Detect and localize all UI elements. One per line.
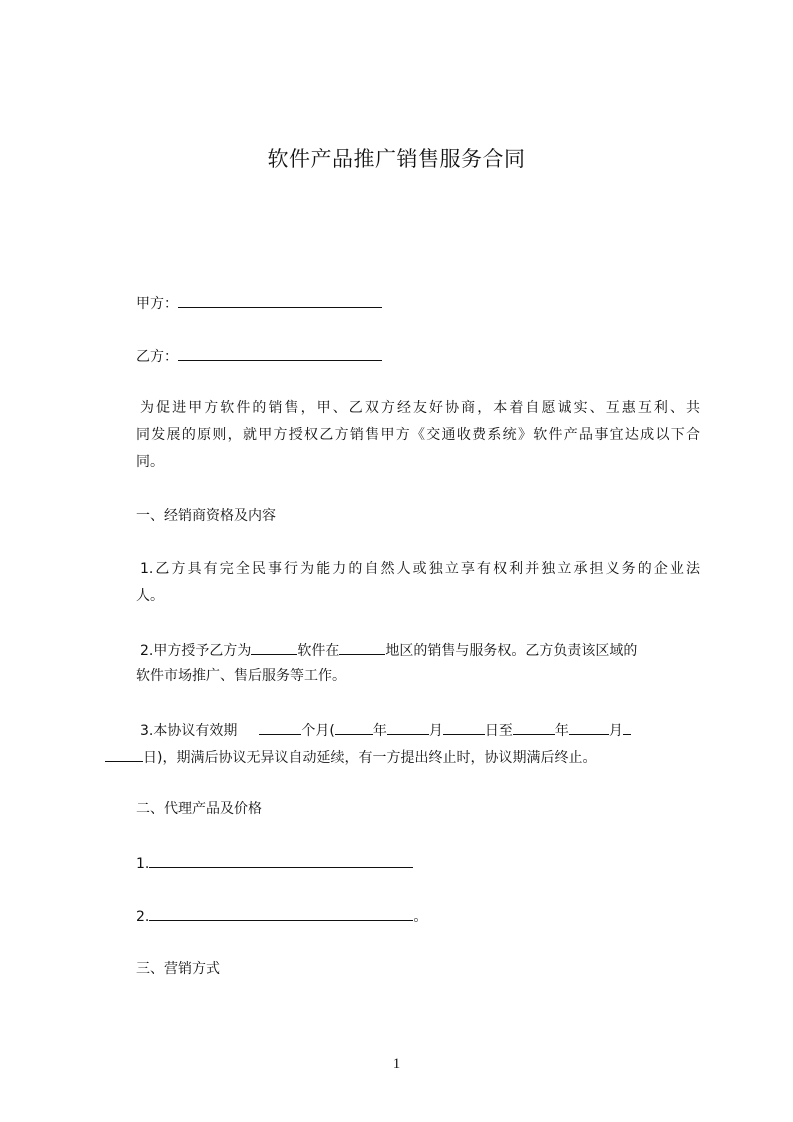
section2-item2-label: 2. bbox=[136, 909, 150, 925]
item3-line2-end: 日)，期满后协议无异议自动延续，有一方提出终止时，协议期满后终止。 bbox=[143, 750, 597, 766]
section3-heading: 三、营销方式 bbox=[136, 961, 220, 977]
page-number: 1 bbox=[392, 1056, 401, 1072]
item3-month2: 月 bbox=[608, 723, 623, 739]
section1-item2-line2: 软件市场推广、售后服务等工作。 bbox=[136, 668, 346, 684]
product1-blank bbox=[149, 853, 413, 868]
item3-day-to: 日至 bbox=[484, 723, 513, 739]
start-year-blank bbox=[335, 720, 373, 735]
document-title: 软件产品推广销售服务合同 bbox=[267, 147, 526, 171]
section2-item2 bbox=[136, 906, 427, 926]
party-b-label: 乙方： bbox=[136, 349, 178, 365]
section1-item1-line2: 人。 bbox=[136, 588, 164, 604]
item3-month: 月 bbox=[428, 723, 443, 739]
section2-item1-label: 1. bbox=[136, 856, 150, 872]
section1-heading: 一、经销商资格及内容 bbox=[136, 508, 276, 524]
end-day-blank bbox=[105, 747, 143, 762]
section1-item2-line1 bbox=[140, 640, 637, 660]
item3-year: 年 bbox=[372, 723, 387, 739]
section1-item3-line1 bbox=[140, 720, 631, 740]
item3-year2: 年 bbox=[554, 723, 569, 739]
end-year-blank bbox=[513, 720, 555, 735]
item2-part3: 地区的销售与服务权。乙方负责该区域的 bbox=[385, 643, 638, 659]
party-a-label: 甲方： bbox=[136, 296, 178, 312]
software-blank bbox=[251, 640, 297, 655]
start-month-blank bbox=[387, 720, 429, 735]
party-b-blank bbox=[178, 346, 382, 361]
intro-line-3: 同。 bbox=[136, 454, 164, 470]
end-day-blank-start bbox=[623, 720, 631, 735]
region-blank bbox=[339, 640, 385, 655]
item3-part2: 个月( bbox=[301, 723, 335, 739]
party-a-blank bbox=[178, 293, 382, 308]
intro-line-2: 同发展的原则，就甲方授权乙方销售甲方《交通收费系统》软件产品事宜达成以下合 bbox=[136, 427, 700, 443]
end-month-blank bbox=[569, 720, 609, 735]
item2-part1: 2.甲方授予乙方为 bbox=[140, 643, 252, 659]
section2-item1 bbox=[136, 853, 413, 873]
intro-line-1: 为促进甲方软件的销售，甲、乙双方经友好协商，本着自愿诚实、互惠互利、共 bbox=[140, 400, 700, 416]
party-b-line bbox=[136, 346, 382, 366]
start-day-blank bbox=[443, 720, 485, 735]
item2-part2: 软件在 bbox=[297, 643, 340, 659]
months-blank bbox=[259, 720, 301, 735]
section1-item1-line1: 1.乙方具有完全民事行为能力的自然人或独立享有权利并独立承担义务的企业法 bbox=[140, 561, 700, 577]
section2-heading: 二、代理产品及价格 bbox=[136, 801, 262, 817]
item3-part1: 3.本协议有效期 bbox=[140, 723, 238, 739]
section1-item3-line2 bbox=[105, 747, 596, 767]
section2-item2-end: 。 bbox=[413, 909, 428, 925]
product2-blank bbox=[149, 906, 413, 921]
party-a-line bbox=[136, 293, 382, 313]
